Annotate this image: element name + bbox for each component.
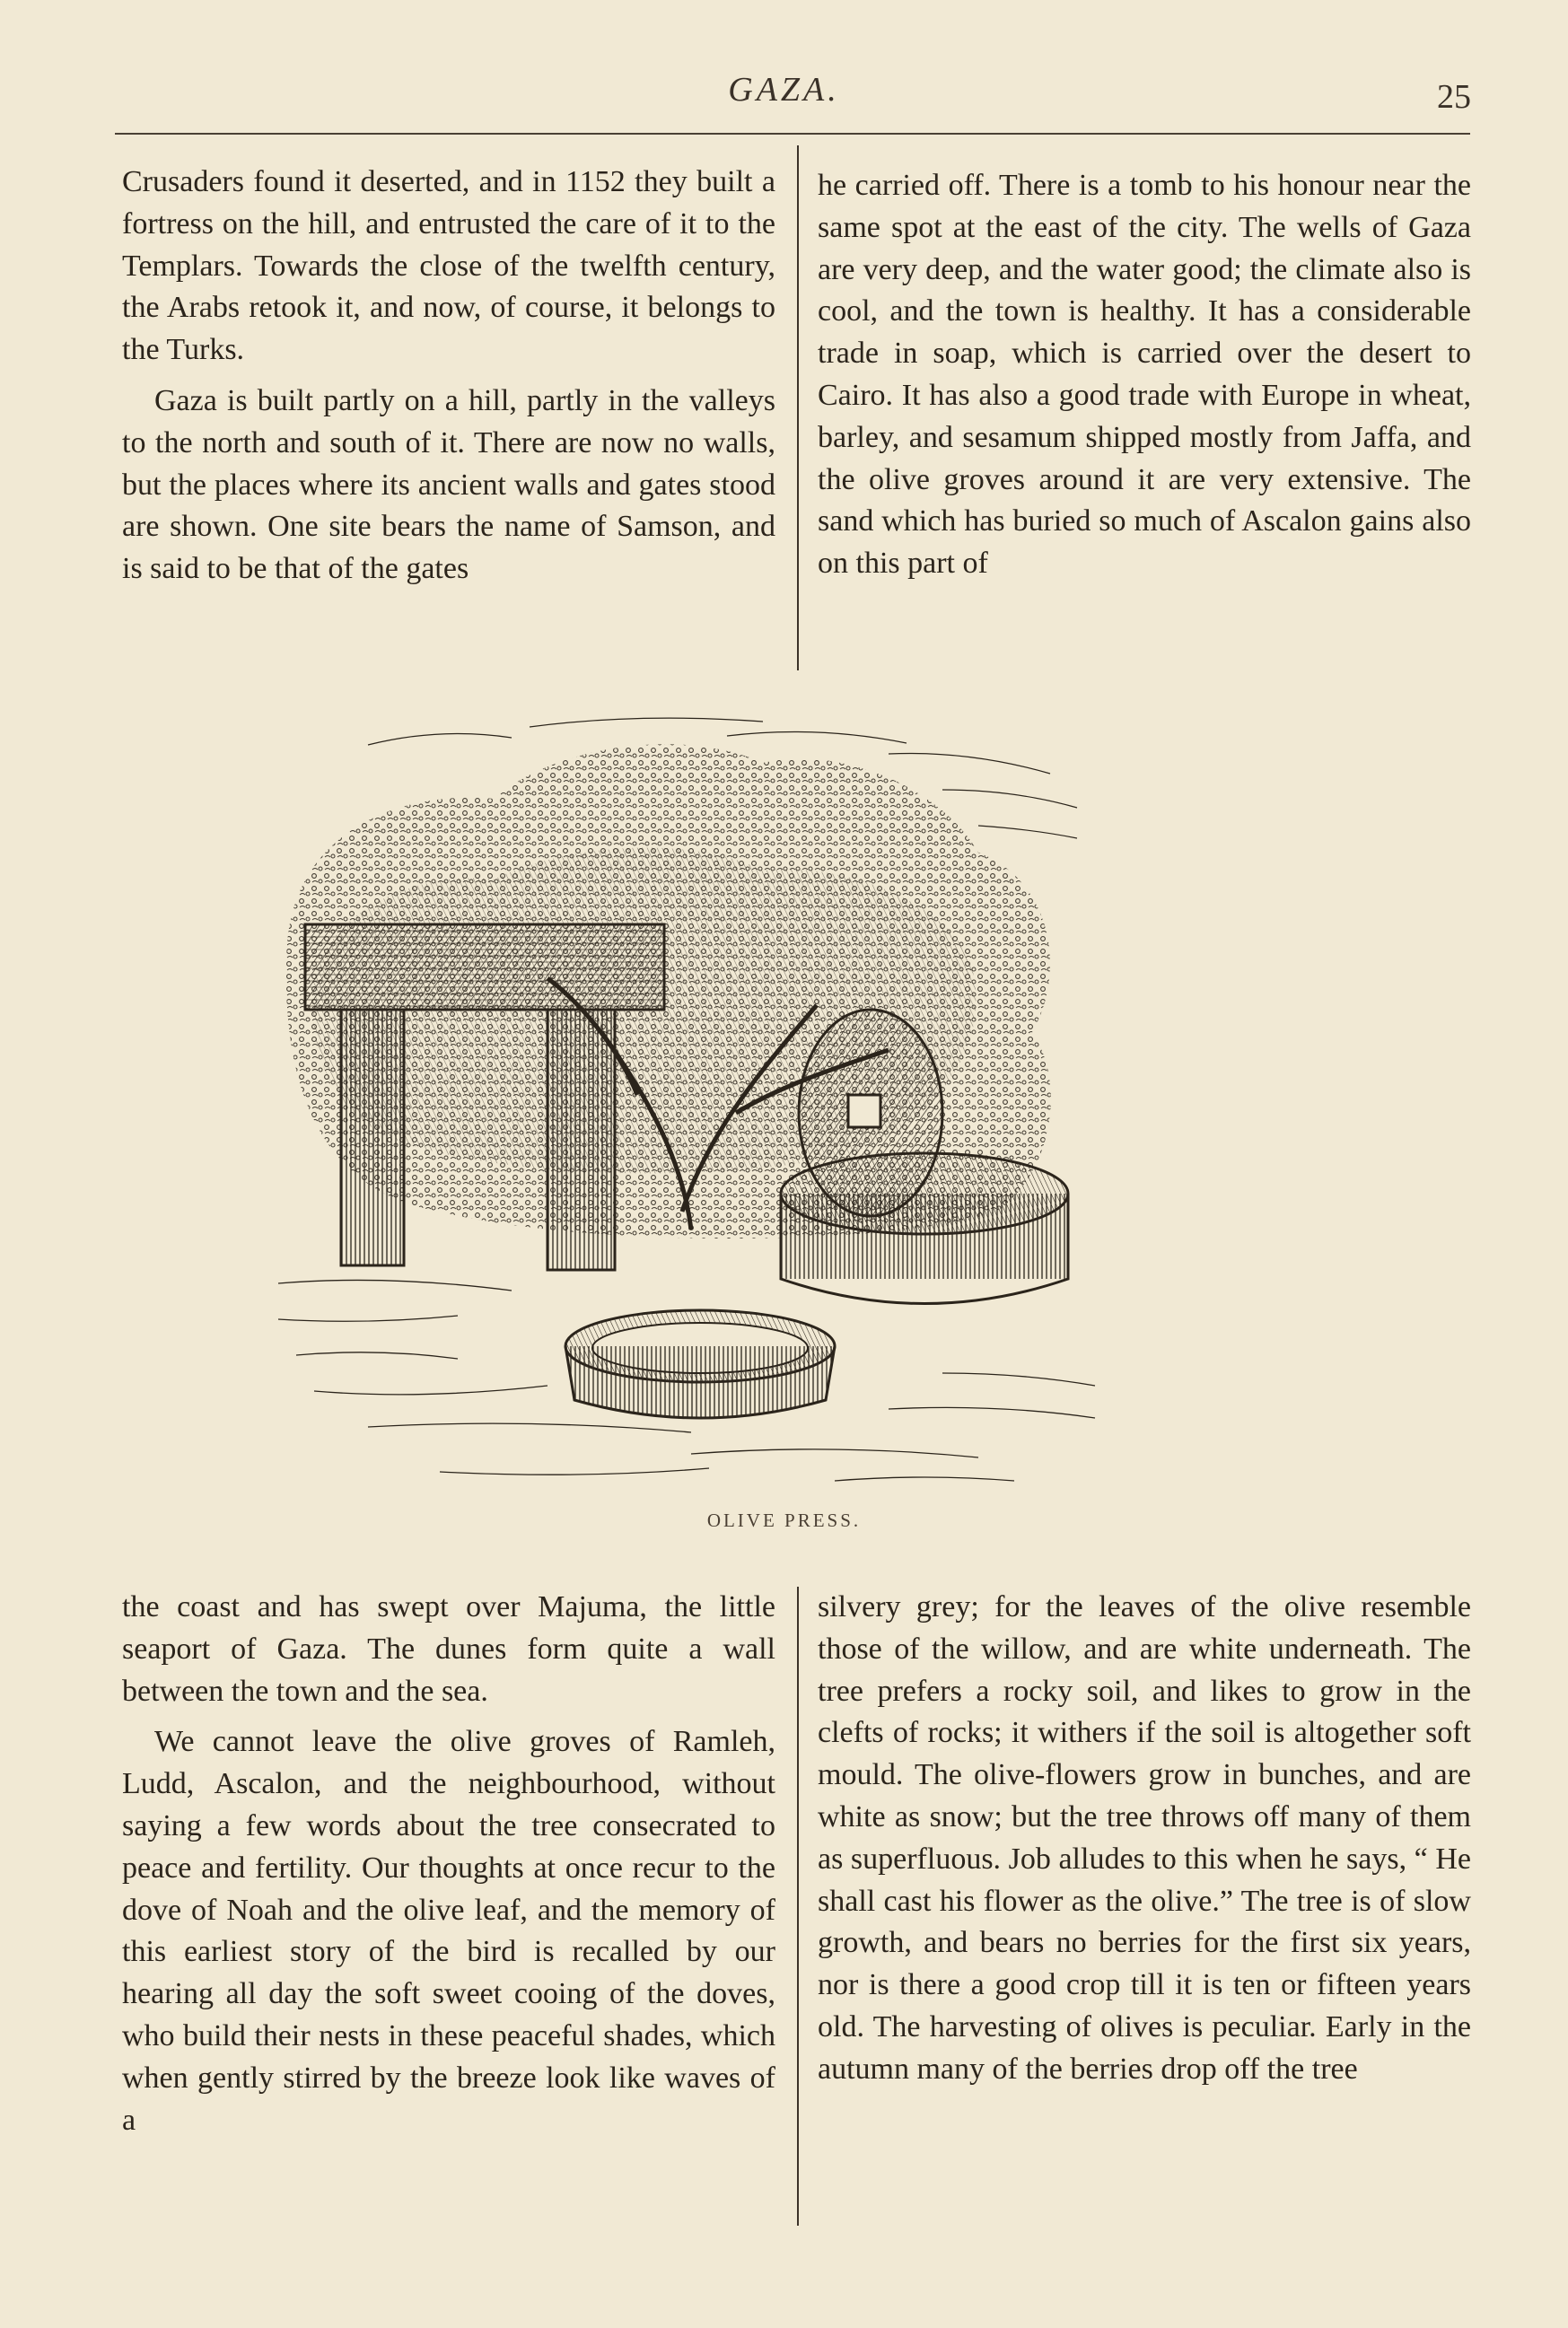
stone-trough xyxy=(565,1310,835,1418)
paragraph: Gaza is built partly on a hill, partly in the valleys to the north and south of it. There are now no walls, but the places where its ancient walls and gates stood are shown. One site bears the name of Samson, and is said to be that of the gates xyxy=(122,383,775,586)
column-top-left xyxy=(122,162,775,591)
column-divider-bottom xyxy=(797,1587,799,2226)
paragraph: he carried off. There is a tomb to his honour near the same spot at the east of the city. The wells of Gaza are very deep, and the water good; the climate also is cool, and the town is healthy. It has a considerable trade in soap, which is carried over the desert to Cairo. It has also a good trade with Europe in wheat, barley, and sesamum shipped mostly from Jaffa, and the olive groves around it are very extensive. The sand which has buried so much of Ascalon gains also on this part of xyxy=(818,169,1471,581)
header-rule xyxy=(115,133,1470,135)
column-bottom-right xyxy=(818,1587,1471,2091)
column-top-right xyxy=(818,165,1471,585)
column-divider-top xyxy=(797,145,799,670)
page-number: 25 xyxy=(1437,78,1471,116)
olive-press-engraving xyxy=(260,709,1319,1499)
paragraph: Crusaders found it deserted, and in 1152 they built a fortress on the hill, and entrusted the care of it to the Templars. Towards the close of the twelfth century, the Arabs retook it, and now, of course, it belongs to the Turks. xyxy=(122,165,775,367)
paragraph: silvery grey; for the leaves of the olive resemble those of the willow, and are white underneath. The tree prefers a rocky soil, and likes to grow in the clefts of rocks; it withers if the soil is altogether soft mould. The olive-flowers grow in bunches, and are white as snow; but the tree throws off many of them as superfluous. Job alludes to this when he says, “ He shall cast his flower as the olive.” The tree is of slow growth, and bears no berries for the first six years, nor is there a good crop till it is ten or fifteen years old. The harvesting of olives is peculiar. Early in the autumn many of the berries drop off the tree xyxy=(818,1590,1471,2086)
paragraph: the coast and has swept over Majuma, the little seaport of Gaza. The dunes form quite a wall between the town and the sea. xyxy=(122,1590,775,1708)
paragraph: We cannot leave the olive groves of Ramleh, Ludd, Ascalon, and the neighbourhood, without saying a few words about the tree consecrated to peace and fertility. Our thoughts at once recur to the dove of Noah and the olive leaf, and the memory of this earliest story of the bird is recalled by our hearing all day the soft sweet cooing of the doves, who build their nests in these peaceful shades, which when gently stirred by the breeze look like waves of a xyxy=(122,1725,775,2137)
figure-caption: OLIVE PRESS. xyxy=(706,1510,862,1531)
column-bottom-left xyxy=(122,1587,775,2141)
running-title: GAZA. xyxy=(728,71,840,109)
